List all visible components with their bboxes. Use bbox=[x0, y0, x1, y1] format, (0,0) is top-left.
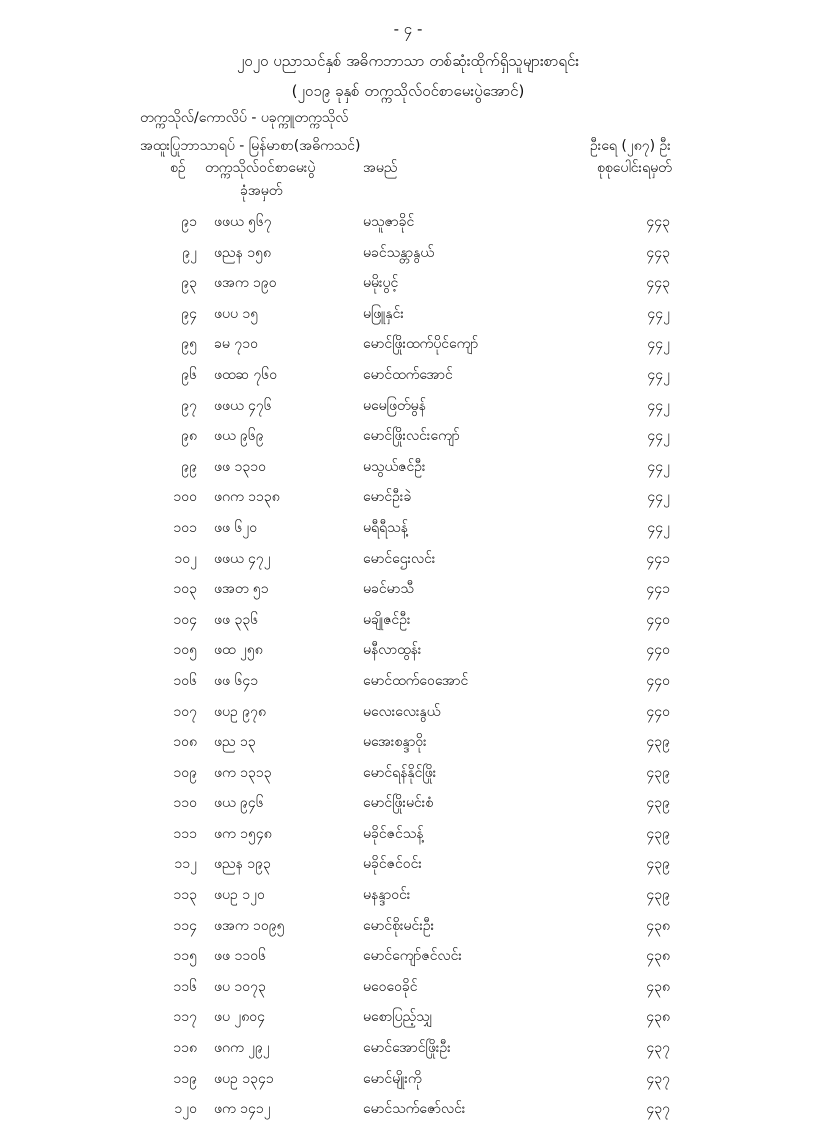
row-number: ၁၂၀ bbox=[174, 1101, 197, 1118]
total-score: ၄၄၂ bbox=[647, 397, 670, 414]
roll-number: ဖပ ၂၈၀၄ bbox=[214, 1009, 266, 1026]
table-row bbox=[0, 365, 816, 396]
table-row bbox=[0, 457, 816, 488]
total-score: ၄၄၃ bbox=[646, 214, 670, 230]
student-name: မမိုးပွင့် bbox=[363, 275, 399, 292]
row-number: ၁၁၄ bbox=[173, 917, 197, 934]
total-score: ၄၃၉ bbox=[646, 734, 670, 751]
roll-number: ဖပ ၁၀၇၃ bbox=[214, 978, 266, 995]
table-row bbox=[0, 671, 816, 702]
table-row bbox=[0, 977, 816, 1008]
total-score: ၄၄၁ bbox=[646, 581, 670, 598]
row-number: ၁၀၉ bbox=[173, 764, 197, 781]
row-number: ၉၄ bbox=[181, 305, 197, 322]
total-score: ၄၄၂ bbox=[647, 305, 670, 322]
row-number: ၉၂ bbox=[182, 244, 197, 261]
row-number: ၁၀၂ bbox=[174, 550, 197, 567]
student-name: မလေးလေးနွယ် bbox=[363, 703, 441, 720]
row-number: ၉၇ bbox=[181, 397, 197, 414]
row-number: ၉၅ bbox=[181, 336, 197, 353]
total-score: ၄၃၉ bbox=[646, 856, 670, 873]
total-score: ၄၃၈ bbox=[646, 917, 670, 934]
table-row bbox=[0, 824, 816, 855]
student-name: မဝေဝေခိုင် bbox=[363, 978, 418, 995]
student-name: မချိုဇင်ဦး bbox=[363, 611, 411, 628]
student-name: မောင်စိုးမင်းဦး bbox=[363, 917, 435, 934]
table-row bbox=[0, 946, 816, 977]
roll-number: ဖပဥ ၁၂၀ bbox=[214, 887, 265, 904]
row-number: ၁၁၇ bbox=[173, 1009, 197, 1026]
row-number: ၉၁ bbox=[181, 214, 197, 230]
total-score: ၄၃၉ bbox=[646, 764, 670, 781]
roll-number: ဖဂက ၁၁၃၈ bbox=[214, 489, 280, 506]
student-name: မောင်ဖြိုးလင်းကျော် bbox=[363, 428, 460, 445]
row-number: ၉၉ bbox=[181, 458, 197, 475]
student-name: မခင်မာသီ bbox=[363, 581, 414, 598]
total-score: ၄၄၂ bbox=[647, 458, 670, 475]
student-name: မနီလာထွန်း bbox=[363, 642, 422, 659]
row-number: ၁၁၅ bbox=[173, 948, 197, 965]
table-row bbox=[0, 916, 816, 947]
total-score: ၄၄၀ bbox=[646, 703, 670, 720]
table-row bbox=[0, 793, 816, 824]
student-name: မောင်မျိုးကို bbox=[363, 1070, 422, 1087]
table-row bbox=[0, 702, 816, 733]
table-row bbox=[0, 396, 816, 427]
table-row bbox=[0, 1099, 816, 1130]
row-number: ၉၆ bbox=[181, 366, 197, 383]
table-row bbox=[0, 1069, 816, 1100]
row-number: ၁၀၅ bbox=[173, 642, 197, 659]
table-row bbox=[0, 885, 816, 916]
student-name: မသူဇာခိုင် bbox=[363, 214, 415, 230]
total-score: ၄၃၈ bbox=[646, 1009, 670, 1026]
table-row bbox=[0, 579, 816, 610]
total-score: ၄၃၉ bbox=[646, 825, 670, 842]
row-number: ၁၀၁ bbox=[173, 519, 197, 536]
table-row bbox=[0, 1007, 816, 1038]
roll-number: ဖဖ ၆၂၀ bbox=[214, 519, 258, 536]
roll-number: ဖထဆ ၇၆၀ bbox=[214, 366, 278, 383]
roll-number: ခမ ၇၁၀ bbox=[214, 336, 258, 353]
total-score: ၄၃၈ bbox=[646, 948, 670, 965]
table-row bbox=[0, 273, 816, 304]
roll-number: ဖဖယ ၄၇၆ bbox=[214, 397, 272, 414]
row-number: ၁၀၆ bbox=[173, 672, 197, 689]
total-score: ၄၄၃ bbox=[646, 244, 670, 261]
student-name: မောင်ထက်ဝေအောင် bbox=[363, 672, 469, 689]
row-number: ၁၁၉ bbox=[173, 1070, 197, 1087]
total-score: ၄၄၀ bbox=[646, 672, 670, 689]
roll-number: ဖဖ ၆၄၁ bbox=[214, 672, 259, 689]
student-name: မောင်အောင်ဖြိုးဦး bbox=[363, 1040, 451, 1057]
table-row bbox=[0, 854, 816, 885]
roll-number: ဖဖယ ၅၆၇ bbox=[214, 214, 272, 230]
total-score: ၄၃၉ bbox=[646, 887, 670, 904]
roll-number: ဖအက ၁၉၀ bbox=[214, 275, 277, 292]
total-score: ၄၃၇ bbox=[646, 1040, 670, 1057]
row-number: ၁၁၈ bbox=[173, 1040, 197, 1057]
roll-number: ဖဖယ ၄၇၂ bbox=[214, 550, 271, 567]
student-name: မရီရီသန့် bbox=[363, 519, 408, 536]
roll-number: ဖက ၁၅၄၈ bbox=[214, 825, 272, 842]
roll-number: ဖဖ ၁၁၀၆ bbox=[214, 948, 266, 965]
table-row bbox=[0, 518, 816, 549]
header-roll-line2: ခုံအမှတ် bbox=[240, 183, 283, 199]
student-name: မခိုင်ဇင်သန့် bbox=[363, 825, 424, 842]
table-row bbox=[0, 334, 816, 365]
roll-number: ဖယ ၉၆၉ bbox=[214, 428, 264, 445]
major-line: အထူးပြုဘာသာရပ် - မြန်မာစာ(အဓိကသင်) bbox=[140, 138, 361, 154]
student-name: မောင်ဖြိုးထက်ပိုင်ကျော် bbox=[363, 336, 479, 353]
student-name: မောင်ကျော်ဇင်လင်း bbox=[363, 948, 462, 965]
total-score: ၄၄၂ bbox=[647, 336, 670, 353]
roll-number: ဖဂက ၂၉၂ bbox=[214, 1040, 270, 1057]
roll-number: ဖပပ ၁၅ bbox=[214, 305, 259, 322]
student-name: မဖြူနှင်း bbox=[363, 305, 404, 322]
total-score: ၄၄၂ bbox=[647, 519, 670, 536]
table-row bbox=[0, 732, 816, 763]
student-name: မနန္ဒာဝင်း bbox=[363, 887, 411, 904]
header-score: စုစုပေါင်းရမှတ် bbox=[597, 160, 672, 176]
total-score: ၄၄၀ bbox=[646, 611, 670, 628]
row-number: ၁၁၃ bbox=[173, 887, 197, 904]
total-score: ၄၄၃ bbox=[646, 275, 670, 292]
roll-number: ဖပဥ ၉၇၈ bbox=[214, 703, 266, 720]
table-row bbox=[0, 610, 816, 641]
table-row bbox=[0, 304, 816, 335]
table-row bbox=[0, 426, 816, 457]
roll-number: ဖယ ၉၄၆ bbox=[214, 795, 264, 812]
table-row bbox=[0, 243, 816, 274]
student-name: မောင်ဌေးလင်း bbox=[363, 550, 436, 567]
total-score: ၄၃၇ bbox=[646, 1101, 670, 1118]
student-name: မခိုင်ဇင်ဝင်း bbox=[363, 856, 422, 873]
total-score: ၄၄၁ bbox=[646, 550, 670, 567]
row-number: ၁၁၂ bbox=[174, 856, 197, 873]
row-number: ၉၈ bbox=[181, 428, 197, 445]
roll-number: ဖက ၁၃၁၃ bbox=[214, 764, 272, 781]
row-number: ၁၀၈ bbox=[173, 734, 197, 751]
total-score: ၄၃၉ bbox=[646, 795, 670, 812]
table-row bbox=[0, 1038, 816, 1069]
student-name: မောင်ဖြိုးမင်းစံ bbox=[363, 795, 434, 812]
student-name: မသွယ်ဇင်ဦး bbox=[363, 458, 426, 475]
roll-number: ဖည ၁၃ bbox=[214, 734, 256, 751]
roll-number: ဖညန ၁၅၈ bbox=[214, 244, 271, 261]
row-number: ၁၀၇ bbox=[173, 703, 197, 720]
roll-number: ဖပဥ ၁၃၄၁ bbox=[214, 1070, 274, 1087]
page-number: - ၄ - bbox=[393, 20, 423, 38]
student-name: မောင်ဦးခဲ bbox=[363, 489, 412, 506]
total-score: ၄၃၈ bbox=[646, 978, 670, 995]
total-score: ၄၄၀ bbox=[646, 642, 670, 659]
student-name: မစောပြည့်သျှ bbox=[363, 1009, 433, 1026]
student-name: မမေဖြတ်မွန် bbox=[363, 397, 426, 414]
student-list bbox=[0, 212, 816, 1130]
student-name: မခင်သန္တာနွယ် bbox=[363, 244, 434, 261]
row-number: ၁၀၃ bbox=[173, 581, 197, 598]
header-roll: တက္ကသိုလ်ဝင်စာမေးပွဲ bbox=[205, 160, 316, 176]
table-row bbox=[0, 763, 816, 794]
student-name: မောင်ရန်နိုင်ဖြိုး bbox=[363, 764, 437, 781]
roll-number: ဖညန ၁၉၃ bbox=[214, 856, 271, 873]
row-number: ၁၁၀ bbox=[173, 795, 197, 812]
total-score: ၄၄၂ bbox=[647, 428, 670, 445]
table-row bbox=[0, 212, 816, 243]
total-score: ၄၄၂ bbox=[647, 366, 670, 383]
document-title: ၂၀၂၀ ပညာသင်နှစ် အဓိကဘာသာ တစ်ဆုံးထိုက်ရှိသူများစာရင်း bbox=[236, 52, 580, 70]
row-number: ၁၁၆ bbox=[173, 978, 197, 995]
roll-number: ဖဖ ၁၃၁၀ bbox=[214, 458, 266, 475]
header-no: စဉ် bbox=[170, 160, 186, 176]
table-row bbox=[0, 549, 816, 580]
student-name: မအေးစန္ဒာဝိုး bbox=[363, 734, 427, 751]
roll-number: ဖဖ ၃၃၆ bbox=[214, 611, 259, 628]
university-line: တက္ကသိုလ်/ကောလိပ် - ပခုက္ကူတက္ကသိုလ် bbox=[140, 110, 349, 126]
total-score: ၄၃၇ bbox=[646, 1070, 670, 1087]
document-subtitle: (၂၀၁၉ ခုနှစ် တက္ကသိုလ်ဝင်စာမေးပွဲအောင်) bbox=[291, 82, 525, 100]
row-number: ၉၃ bbox=[181, 275, 197, 292]
roll-number: ဖက ၁၄၁၂ bbox=[214, 1101, 271, 1118]
header-name: အမည် bbox=[363, 160, 398, 176]
student-name: မောင်ထက်အောင် bbox=[363, 366, 453, 383]
student-name: မောင်သက်ဇော်လင်း bbox=[363, 1101, 466, 1118]
row-number: ၁၀၀ bbox=[173, 489, 197, 506]
student-count: ဦးရေ (၂၈၇) ဦး bbox=[590, 138, 671, 154]
table-row bbox=[0, 487, 816, 518]
roll-number: ဖအက ၁၀၉၅ bbox=[214, 917, 285, 934]
roll-number: ဖထ ၂၅၈ bbox=[214, 642, 263, 659]
total-score: ၄၄၂ bbox=[647, 489, 670, 506]
row-number: ၁၀၄ bbox=[173, 611, 197, 628]
table-row bbox=[0, 640, 816, 671]
roll-number: ဖအတ ၅၁ bbox=[214, 581, 269, 598]
row-number: ၁၁၁ bbox=[173, 825, 197, 842]
